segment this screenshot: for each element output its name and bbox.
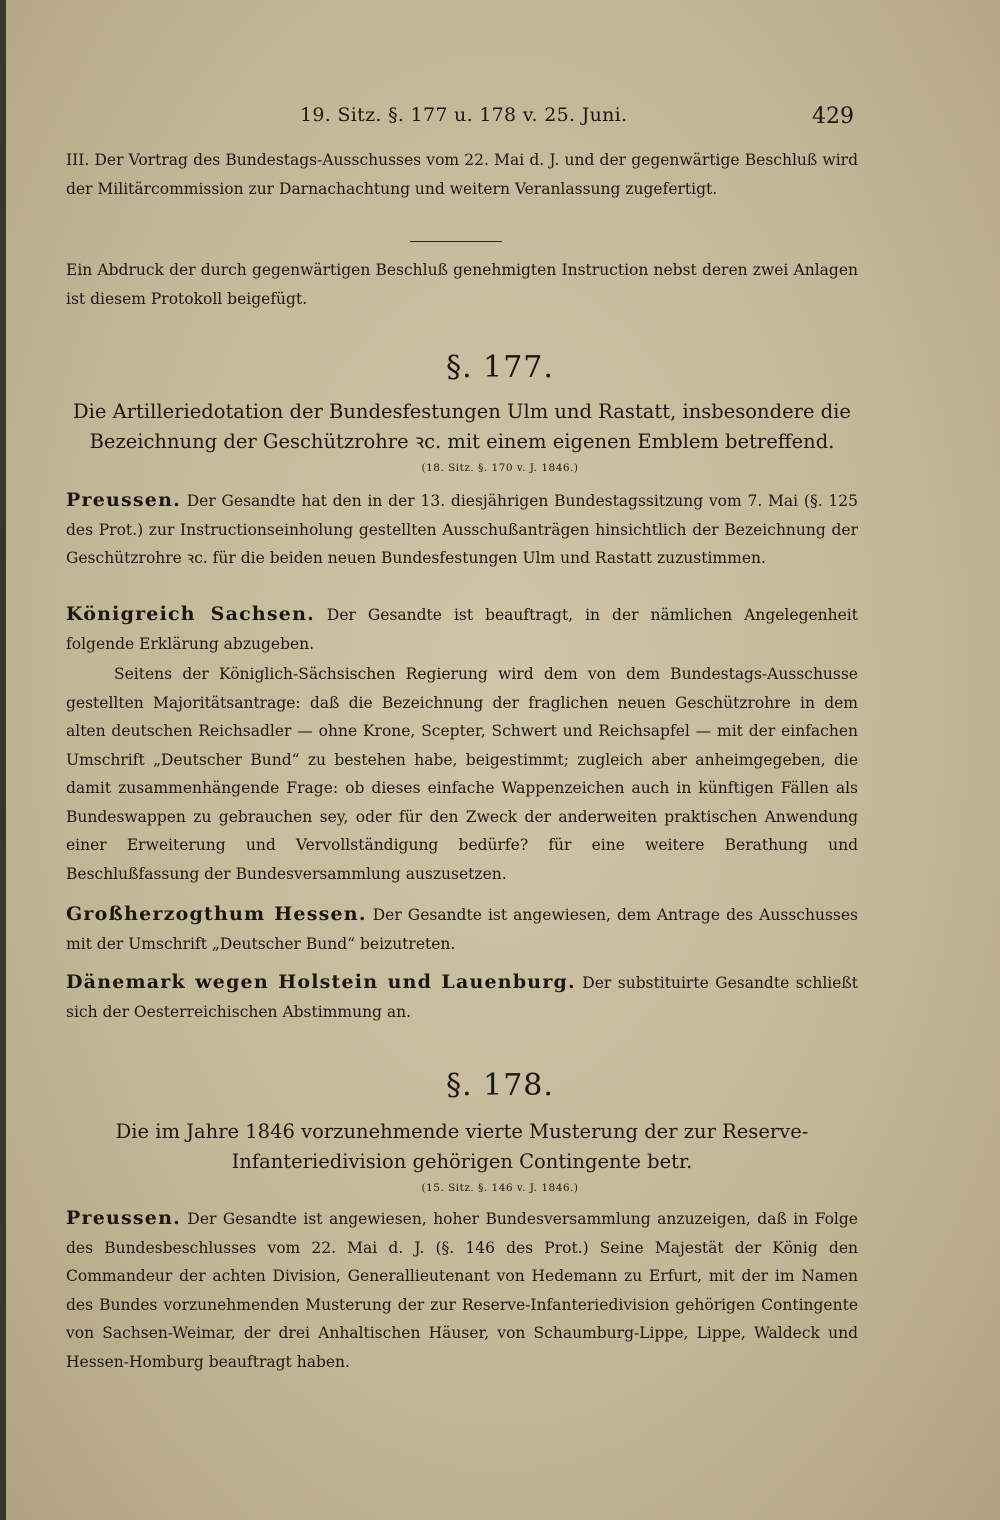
- state-name-prussia: Preussen.: [66, 489, 181, 511]
- s177-saxony-text: Der Gesandte ist beauftragt, in der nämlichen Angelegenheit folgende Erklärung abzugeben.: [66, 606, 858, 653]
- s177-hesse-vote: [66, 900, 858, 958]
- s178-prussia-vote: [66, 1204, 858, 1376]
- s177-prussia-text: Der Gesandte hat den in der 13. diesjährigen Bundestagssitzung vom 7. Mai (§. 125 des Prot.) zur Instructionseinholung gestellten Ausschußanträgen hinsichtlich der Bezeichnung der Geschützrohre ꝛc. für die beiden neuen Bundesfestungen Ulm und Rastatt zuzustimmen.: [66, 492, 858, 567]
- state-name-denmark: Dänemark wegen Holstein und Lauenburg.: [66, 971, 576, 993]
- page-header: [0, 104, 1000, 130]
- state-name-prussia-178: Preussen.: [66, 1207, 181, 1229]
- running-title: 19. Sitz. §. 177 u. 178 v. 25. Juni.: [300, 104, 628, 126]
- state-name-hesse: Großherzogthum Hessen.: [66, 903, 367, 925]
- section-177-heading: §. 177.: [446, 350, 554, 385]
- s177-denmark-text: Der substituirte Gesandte schließt sich der Oesterreichischen Abstimmung an.: [66, 974, 858, 1021]
- s177-hesse-text: Der Gesandte ist angewiesen, dem Antrage des Ausschusses mit der Umschrift „Deutscher Bund“ beizutreten.: [66, 906, 858, 953]
- s177-saxony-statement: [66, 660, 858, 888]
- section-178-title: Die im Jahre 1846 vorzunehmende vierte Musterung der zur Reserve-Infanteriedivision gehörigen Contingente betr.: [115, 1120, 809, 1173]
- section-178-heading: §. 178.: [446, 1068, 554, 1103]
- separator-rule: [410, 241, 502, 242]
- section-177-title: Die Artilleriedotation der Bundesfestungen Ulm und Rastatt, insbesondere die Bezeichnung der Geschützrohre ꝛc. mit einem eigenen Emblem betreffend.: [73, 400, 851, 453]
- s177-saxony-vote: [66, 600, 858, 658]
- paragraph-iii: [66, 146, 858, 203]
- paragraph-iii-text: III. Der Vortrag des Bundestags-Ausschusses vom 22. Mai d. J. und der gegenwärtige Beschluß wird der Militärcommission zur Darnachachtung und weitern Veranlassung zugefertigt.: [66, 151, 858, 198]
- s177-denmark-vote: [66, 968, 858, 1026]
- s178-prussia-text: Der Gesandte ist angewiesen, hoher Bundesversammlung anzuzeigen, daß in Folge des Bundesbeschlusses vom 22. Mai d. J. (§. 146 des Prot.) Seine Majestät der König den Commandeur der achten Division, Generallieutenant von Hedemann zu Erfurt, mit der im Namen des Bundes vorzunehmenden Musterung der zur Reserve-Infanteriedivision gehörigen Contingente von Sachsen-Weimar, der drei Anhaltischen Häuser, von Schaumburg-Lippe, Lippe, Waldeck und Hessen-Homburg beauftragt haben.: [66, 1210, 858, 1371]
- attachment-note-text: Ein Abdruck der durch gegenwärtigen Beschluß genehmigten Instruction nebst deren zwei Anlagen ist diesem Protokoll beigefügt.: [66, 261, 858, 308]
- s177-saxony-statement-text: Seitens der Königlich-Sächsischen Regierung wird dem von dem Bundestags-Ausschusse gestellten Majoritätsantrage: daß die Bezeichnung der fraglichen neuen Geschützrohre in dem alten deutschen Reichsadler — ohne Krone, Scepter, Schwert und Reichsapfel — mit der einfachen Umschrift „Deutscher Bund“ zu bestehen habe, beigestimmt; zugleich aber anheimgegeben, die damit zusammenhängende Frage: ob dieses einfache Wappenzeichen auch in künftigen Fällen als Bundeswappen zu gebrauchen sey, oder für den Zweck der anderweiten praktischen Anwendung einer Erweiterung und Vervollständigung bedürfe? für eine weitere Berathung und Beschlußfassung der Bundesversammlung auszusetzen.: [66, 665, 858, 883]
- section-177-reference: (18. Sitz. §. 170 v. J. 1846.): [421, 462, 579, 474]
- page-binding-edge: [0, 0, 6, 1520]
- section-178-reference: (15. Sitz. §. 146 v. J. 1846.): [421, 1182, 579, 1194]
- attachment-note: [66, 256, 858, 313]
- state-name-saxony: Königreich Sachsen.: [66, 603, 315, 625]
- s177-prussia-vote: [66, 486, 858, 573]
- page-number: 429: [812, 104, 854, 129]
